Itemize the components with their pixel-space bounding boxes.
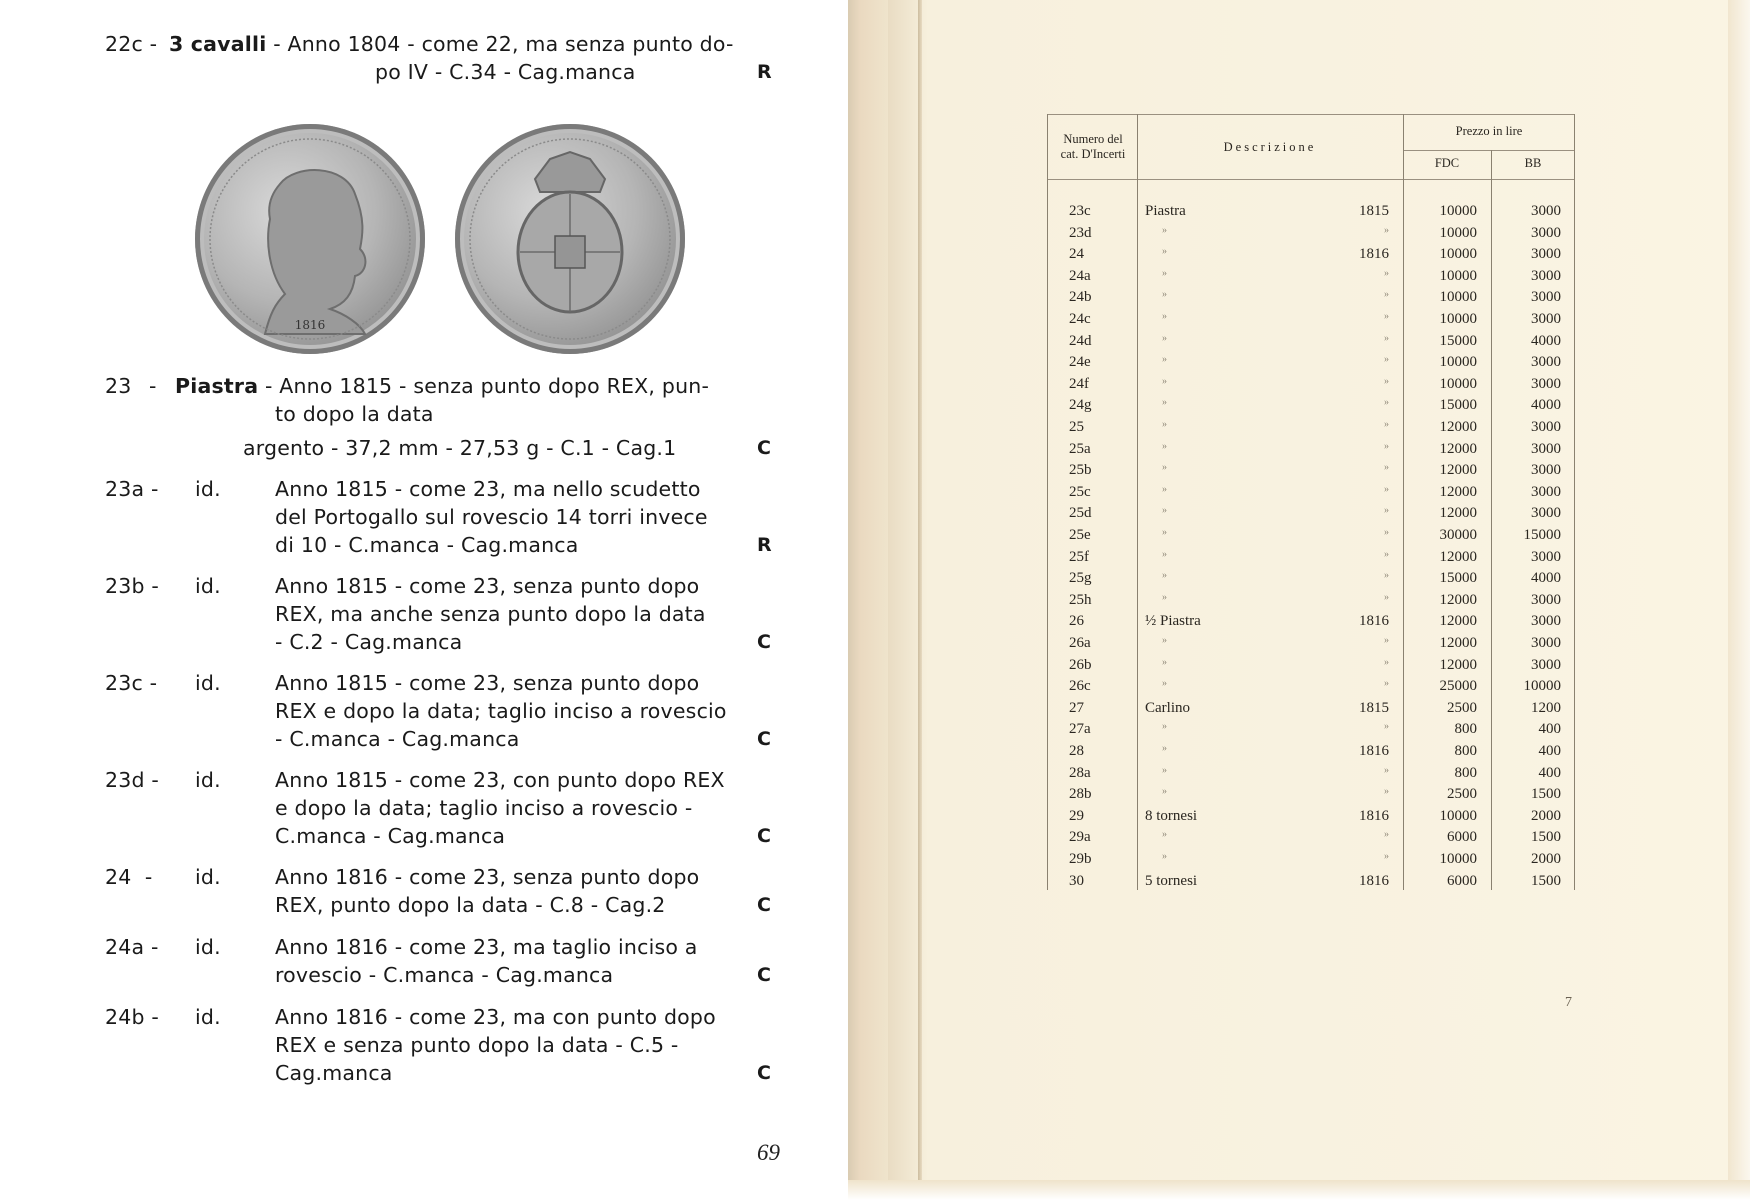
row-coin-name: » bbox=[1162, 678, 1167, 690]
row-coin-name: » bbox=[1162, 591, 1167, 603]
row-catalog-number: 26b bbox=[1069, 656, 1092, 673]
table-row bbox=[1047, 246, 1575, 268]
row-price-fdc: 800 bbox=[1454, 721, 1477, 738]
table-row bbox=[1047, 333, 1575, 355]
row-coin-name: » bbox=[1162, 483, 1167, 495]
entry-number: 23a - bbox=[105, 477, 159, 501]
table-row bbox=[1047, 311, 1575, 333]
row-price-fdc: 15000 bbox=[1439, 570, 1477, 587]
table-row bbox=[1047, 549, 1575, 571]
row-price-bb: 3000 bbox=[1531, 289, 1561, 306]
table-row bbox=[1047, 354, 1575, 376]
entry-description bbox=[275, 766, 825, 850]
entry-desc-line: REX e dopo la data; taglio inciso a rovescio bbox=[275, 699, 727, 723]
row-catalog-number: 24e bbox=[1069, 354, 1091, 371]
row-coin-name: » bbox=[1162, 548, 1167, 560]
row-year: 1816 bbox=[1359, 872, 1389, 889]
row-year: » bbox=[1384, 440, 1389, 452]
row-price-fdc: 10000 bbox=[1439, 311, 1477, 327]
row-year: 1815 bbox=[1359, 699, 1389, 716]
entry-id-ref: id. bbox=[195, 671, 221, 695]
row-year: » bbox=[1384, 311, 1389, 322]
table-row bbox=[1047, 743, 1575, 765]
entry-id-ref: id. bbox=[195, 477, 221, 501]
entry-desc-line: del Portogallo sul rovescio 14 torri invece bbox=[275, 505, 708, 529]
entry-desc-line: - C.2 - Cag.manca bbox=[275, 630, 463, 654]
row-price-fdc: 15000 bbox=[1439, 397, 1477, 414]
row-price-bb: 1500 bbox=[1531, 786, 1561, 803]
coin-portrait-icon bbox=[195, 124, 425, 354]
row-catalog-number: 25a bbox=[1069, 440, 1091, 457]
entry-desc-line: Anno 1815 - come 23, senza punto dopo bbox=[275, 574, 700, 598]
row-year: » bbox=[1384, 375, 1389, 387]
table-row bbox=[1047, 505, 1575, 527]
row-catalog-number: 26 bbox=[1069, 613, 1084, 630]
row-coin-name: » bbox=[1162, 635, 1167, 646]
row-price-fdc: 30000 bbox=[1439, 527, 1477, 543]
coin-name: Piastra bbox=[175, 374, 259, 398]
entry-number: 23d - bbox=[105, 768, 160, 792]
table-row bbox=[1047, 678, 1575, 700]
table-row bbox=[1047, 851, 1575, 873]
table-row bbox=[1047, 268, 1575, 290]
entry-desc-line: REX e senza punto dopo la data - C.5 - bbox=[275, 1033, 679, 1057]
row-catalog-number: 30 bbox=[1069, 872, 1084, 889]
catalog-entry-23c bbox=[105, 669, 805, 753]
row-catalog-number: 25e bbox=[1069, 527, 1091, 543]
row-price-fdc: 10000 bbox=[1439, 246, 1477, 263]
row-price-bb: 400 bbox=[1538, 743, 1561, 759]
rarity-badge: C bbox=[757, 437, 772, 459]
row-year: » bbox=[1384, 786, 1389, 798]
entry-desc-line: Anno 1815 - come 23, ma nello scudetto bbox=[275, 477, 701, 501]
row-price-fdc: 10000 bbox=[1439, 267, 1477, 284]
table-row bbox=[1047, 808, 1575, 830]
entry-desc-line: C.manca - Cag.manca bbox=[275, 824, 506, 848]
row-price-fdc: 12000 bbox=[1439, 656, 1477, 673]
row-price-fdc: 12000 bbox=[1439, 635, 1477, 651]
table-row bbox=[1047, 786, 1575, 808]
row-catalog-number: 28b bbox=[1069, 786, 1092, 803]
row-price-bb: 4000 bbox=[1531, 332, 1561, 349]
header-bb: BB bbox=[1524, 156, 1542, 170]
row-price-fdc: 6000 bbox=[1447, 872, 1477, 889]
rarity-badge: R bbox=[757, 61, 772, 83]
row-price-fdc: 800 bbox=[1454, 764, 1477, 781]
row-coin-name: ½ Piastra bbox=[1145, 613, 1201, 630]
entry-description bbox=[275, 1003, 825, 1087]
row-price-fdc: 12000 bbox=[1439, 462, 1477, 479]
table-row bbox=[1047, 700, 1575, 722]
row-coin-name: » bbox=[1162, 419, 1167, 430]
table-row bbox=[1047, 203, 1575, 225]
rarity-badge: R bbox=[757, 534, 772, 556]
entry-number: 24 - bbox=[105, 865, 153, 889]
row-price-bb: 3000 bbox=[1531, 354, 1561, 371]
row-year: 1816 bbox=[1359, 613, 1389, 630]
row-price-bb: 3000 bbox=[1531, 311, 1561, 327]
table-row bbox=[1047, 441, 1575, 463]
table-row bbox=[1047, 592, 1575, 614]
row-coin-name: » bbox=[1162, 246, 1167, 258]
row-price-fdc: 12000 bbox=[1439, 483, 1477, 500]
row-year: » bbox=[1384, 851, 1389, 862]
row-catalog-number: 24b bbox=[1069, 289, 1092, 306]
row-coin-name: » bbox=[1162, 289, 1167, 301]
page-fold bbox=[918, 0, 922, 1200]
row-coin-name: » bbox=[1162, 332, 1167, 344]
row-year: 1816 bbox=[1359, 246, 1389, 263]
row-price-fdc: 10000 bbox=[1439, 224, 1477, 241]
page-edge-bottom bbox=[848, 1180, 1750, 1200]
row-coin-name: » bbox=[1162, 721, 1167, 733]
row-price-bb: 3000 bbox=[1531, 591, 1561, 608]
row-year: » bbox=[1384, 419, 1389, 430]
row-year: » bbox=[1384, 354, 1389, 366]
row-year: » bbox=[1384, 267, 1389, 279]
row-price-fdc: 800 bbox=[1454, 743, 1477, 759]
row-coin-name: » bbox=[1162, 267, 1167, 279]
entry-heading bbox=[169, 30, 734, 58]
row-catalog-number: 24c bbox=[1069, 311, 1091, 327]
row-year: » bbox=[1384, 764, 1389, 776]
row-price-bb: 3000 bbox=[1531, 419, 1561, 435]
row-coin-name: » bbox=[1162, 743, 1167, 754]
rarity-badge: C bbox=[757, 728, 772, 750]
row-price-fdc: 25000 bbox=[1439, 678, 1477, 695]
row-price-bb: 4000 bbox=[1531, 397, 1561, 414]
row-price-bb: 3000 bbox=[1531, 656, 1561, 673]
row-catalog-number: 24a bbox=[1069, 267, 1091, 284]
rarity-badge: C bbox=[757, 631, 772, 653]
entry-id-ref: id. bbox=[195, 1005, 221, 1029]
row-catalog-number: 25g bbox=[1069, 570, 1092, 587]
row-catalog-number: 25h bbox=[1069, 591, 1092, 608]
table-row bbox=[1047, 462, 1575, 484]
rarity-badge: C bbox=[757, 1062, 772, 1084]
catalog-entry-22c bbox=[105, 30, 805, 90]
entry-desc-line: REX, ma anche senza punto dopo la data bbox=[275, 602, 706, 626]
rarity-badge: C bbox=[757, 825, 772, 847]
row-catalog-number: 26c bbox=[1069, 678, 1091, 695]
table-row bbox=[1047, 721, 1575, 743]
row-catalog-number: 27a bbox=[1069, 721, 1091, 738]
row-coin-name: » bbox=[1162, 311, 1167, 322]
header-description: Descrizione bbox=[1223, 140, 1317, 154]
row-price-bb: 2000 bbox=[1531, 807, 1561, 824]
table-row bbox=[1047, 484, 1575, 506]
row-year: » bbox=[1384, 332, 1389, 344]
row-catalog-number: 24 bbox=[1069, 246, 1084, 263]
catalog-entry-24b bbox=[105, 1003, 805, 1087]
row-price-fdc: 12000 bbox=[1439, 419, 1477, 435]
entry-description bbox=[275, 863, 825, 919]
row-price-bb: 1500 bbox=[1531, 829, 1561, 846]
row-price-fdc: 10000 bbox=[1439, 289, 1477, 306]
table-row bbox=[1047, 289, 1575, 311]
entry-id-ref: id. bbox=[195, 935, 221, 959]
row-price-bb: 3000 bbox=[1531, 203, 1561, 219]
row-catalog-number: 25f bbox=[1069, 548, 1089, 565]
catalog-entry-23b bbox=[105, 572, 805, 656]
row-coin-name: » bbox=[1162, 505, 1167, 517]
row-catalog-number: 25c bbox=[1069, 483, 1091, 500]
entry-heading bbox=[175, 372, 709, 400]
entry-description bbox=[275, 475, 825, 559]
table-row bbox=[1047, 397, 1575, 419]
entry-number: 23b - bbox=[105, 574, 160, 598]
coin-specs: argento - 37,2 mm - 27,53 g - C.1 - Cag.1 bbox=[243, 436, 677, 460]
entry-desc-line: di 10 - C.manca - Cag.manca bbox=[275, 533, 579, 557]
row-year: » bbox=[1384, 570, 1389, 582]
entry-description bbox=[275, 669, 825, 753]
row-coin-name: » bbox=[1162, 764, 1167, 776]
entry-desc-line: REX, punto dopo la data - C.8 - Cag.2 bbox=[275, 893, 666, 917]
row-price-fdc: 12000 bbox=[1439, 505, 1477, 522]
entry-desc-line: Anno 1816 - come 23, ma con punto dopo bbox=[275, 1005, 716, 1029]
price-group-rule bbox=[1403, 150, 1575, 151]
row-price-bb: 3000 bbox=[1531, 246, 1561, 263]
row-year: » bbox=[1384, 678, 1389, 690]
table-row bbox=[1047, 527, 1575, 549]
table-row bbox=[1047, 376, 1575, 398]
row-catalog-number: 25d bbox=[1069, 505, 1092, 522]
row-catalog-number: 24g bbox=[1069, 397, 1092, 414]
row-price-fdc: 10000 bbox=[1439, 203, 1477, 219]
row-price-bb: 3000 bbox=[1531, 635, 1561, 651]
row-catalog-number: 29b bbox=[1069, 851, 1092, 867]
entry-number: 23c - bbox=[105, 671, 158, 695]
coin-name: 3 cavalli bbox=[169, 32, 267, 56]
table-row bbox=[1047, 829, 1575, 851]
row-year: » bbox=[1384, 289, 1389, 301]
row-year: » bbox=[1384, 829, 1389, 841]
header-number-line: cat. D'Incerti bbox=[1060, 147, 1126, 161]
page-number: 7 bbox=[1565, 995, 1572, 1010]
entry-id-ref: id. bbox=[195, 865, 221, 889]
row-coin-name: » bbox=[1162, 851, 1167, 862]
row-coin-name: » bbox=[1162, 354, 1167, 366]
row-coin-name: Carlino bbox=[1145, 699, 1190, 716]
row-price-bb: 4000 bbox=[1531, 570, 1561, 587]
row-price-bb: 400 bbox=[1538, 764, 1561, 781]
row-price-fdc: 2500 bbox=[1447, 786, 1477, 803]
entry-id-ref: id. bbox=[195, 768, 221, 792]
row-coin-name: » bbox=[1162, 375, 1167, 387]
row-price-fdc: 10000 bbox=[1439, 807, 1477, 824]
catalog-entry-23 bbox=[105, 372, 805, 462]
table-row bbox=[1047, 225, 1575, 247]
row-catalog-number: 29a bbox=[1069, 829, 1091, 846]
row-coin-name: 5 tornesi bbox=[1145, 872, 1198, 889]
row-coin-name: » bbox=[1162, 656, 1167, 668]
row-price-bb: 1500 bbox=[1531, 872, 1561, 889]
table-row bbox=[1047, 635, 1575, 657]
row-year: » bbox=[1384, 656, 1389, 668]
row-price-fdc: 12000 bbox=[1439, 591, 1477, 608]
entry-desc-line: rovescio - C.manca - Cag.manca bbox=[275, 963, 614, 987]
row-year: » bbox=[1384, 635, 1389, 646]
row-price-bb: 400 bbox=[1538, 721, 1561, 738]
entry-number: 22c - bbox=[105, 32, 158, 56]
entry-number: 24b - bbox=[105, 1005, 160, 1029]
row-catalog-number: 25 bbox=[1069, 419, 1084, 435]
table-row bbox=[1047, 570, 1575, 592]
entry-desc-line: to dopo la data bbox=[275, 402, 434, 426]
table-row bbox=[1047, 873, 1575, 895]
entry-desc-line: Anno 1815 - come 23, senza punto dopo bbox=[275, 671, 700, 695]
row-coin-name: » bbox=[1162, 462, 1167, 474]
row-price-fdc: 2500 bbox=[1447, 699, 1477, 716]
header-fdc: FDC bbox=[1434, 156, 1460, 170]
row-price-bb: 3000 bbox=[1531, 505, 1561, 522]
row-year: » bbox=[1384, 397, 1389, 409]
row-price-fdc: 12000 bbox=[1439, 548, 1477, 565]
entry-desc-line: - C.manca - Cag.manca bbox=[275, 727, 520, 751]
coin-date: 1816 bbox=[294, 318, 326, 332]
row-price-fdc: 12000 bbox=[1439, 613, 1477, 630]
row-catalog-number: 27 bbox=[1069, 699, 1084, 716]
left-page bbox=[0, 0, 848, 1200]
row-price-fdc: 6000 bbox=[1447, 829, 1477, 846]
row-catalog-number: 24f bbox=[1069, 375, 1089, 392]
row-price-fdc: 10000 bbox=[1439, 375, 1477, 392]
row-price-bb: 10000 bbox=[1523, 678, 1561, 695]
coin-reverse-image bbox=[455, 124, 685, 354]
entry-desc-line: Anno 1815 - come 23, con punto dopo REX bbox=[275, 768, 725, 792]
catalog-entry-24a bbox=[105, 933, 805, 989]
table-row bbox=[1047, 613, 1575, 635]
row-catalog-number: 24d bbox=[1069, 332, 1092, 349]
table-row bbox=[1047, 765, 1575, 787]
row-price-bb: 2000 bbox=[1531, 851, 1561, 867]
catalog-entry-24 bbox=[105, 863, 805, 919]
row-price-fdc: 10000 bbox=[1439, 354, 1477, 371]
row-price-bb: 3000 bbox=[1531, 224, 1561, 241]
coin-obverse-image bbox=[195, 124, 425, 354]
entry-number: 23 bbox=[105, 374, 132, 398]
price-table bbox=[1047, 114, 1575, 890]
row-year: » bbox=[1384, 721, 1389, 733]
row-coin-name: » bbox=[1162, 786, 1167, 798]
row-price-fdc: 15000 bbox=[1439, 332, 1477, 349]
row-catalog-number: 23c bbox=[1069, 203, 1091, 219]
row-price-bb: 1200 bbox=[1531, 699, 1561, 716]
row-price-bb: 3000 bbox=[1531, 267, 1561, 284]
rarity-badge: C bbox=[757, 894, 772, 916]
header-price-group: Prezzo in lire bbox=[1455, 124, 1523, 138]
row-catalog-number: 28a bbox=[1069, 764, 1091, 781]
entry-description bbox=[275, 933, 825, 989]
row-coin-name: » bbox=[1162, 224, 1167, 236]
row-coin-name: » bbox=[1162, 829, 1167, 841]
entry-number: 24a - bbox=[105, 935, 159, 959]
row-coin-name: » bbox=[1162, 397, 1167, 409]
coin-crest-icon bbox=[455, 124, 685, 354]
row-catalog-number: 29 bbox=[1069, 807, 1084, 824]
entry-desc-line: e dopo la data; taglio inciso a rovescio - bbox=[275, 796, 693, 820]
entry-separator: - bbox=[149, 374, 157, 398]
page-number: 69 bbox=[757, 1140, 780, 1165]
row-coin-name: 8 tornesi bbox=[1145, 807, 1198, 824]
row-year: 1816 bbox=[1359, 807, 1389, 824]
entry-desc-line: Anno 1816 - come 23, senza punto dopo bbox=[275, 865, 700, 889]
entry-id-ref: id. bbox=[195, 574, 221, 598]
row-year: » bbox=[1384, 505, 1389, 517]
table-top-rule bbox=[1047, 114, 1575, 115]
catalog-entry-23d bbox=[105, 766, 805, 850]
row-price-bb: 3000 bbox=[1531, 483, 1561, 500]
table-row bbox=[1047, 419, 1575, 441]
row-year: » bbox=[1384, 483, 1389, 495]
row-price-bb: 3000 bbox=[1531, 462, 1561, 479]
row-catalog-number: 28 bbox=[1069, 743, 1084, 759]
row-catalog-number: 26a bbox=[1069, 635, 1091, 651]
rarity-badge: C bbox=[757, 964, 772, 986]
row-coin-name: » bbox=[1162, 570, 1167, 582]
row-year: 1815 bbox=[1359, 203, 1389, 219]
row-catalog-number: 25b bbox=[1069, 462, 1092, 479]
entry-desc-line: po IV - C.34 - Cag.manca bbox=[375, 60, 636, 84]
row-year: » bbox=[1384, 548, 1389, 560]
header-number bbox=[1049, 132, 1137, 162]
row-price-bb: 3000 bbox=[1531, 548, 1561, 565]
row-price-bb: 3000 bbox=[1531, 440, 1561, 457]
row-coin-name: Piastra bbox=[1145, 203, 1186, 219]
row-catalog-number: 23d bbox=[1069, 224, 1092, 241]
page-edge bbox=[1728, 0, 1750, 1200]
row-year: » bbox=[1384, 591, 1389, 603]
row-year: » bbox=[1384, 224, 1389, 236]
entry-desc-line: Cag.manca bbox=[275, 1061, 393, 1085]
row-coin-name: » bbox=[1162, 527, 1167, 538]
row-price-bb: 15000 bbox=[1523, 527, 1561, 543]
row-price-bb: 3000 bbox=[1531, 375, 1561, 392]
entry-desc-line: - Anno 1815 - senza punto dopo REX, pun- bbox=[264, 374, 710, 398]
row-price-fdc: 12000 bbox=[1439, 440, 1477, 457]
row-year: 1816 bbox=[1359, 743, 1389, 759]
entry-desc-line: Anno 1816 - come 23, ma taglio inciso a bbox=[275, 935, 698, 959]
catalog-entry-23a bbox=[105, 475, 805, 559]
row-year: » bbox=[1384, 462, 1389, 474]
row-year: » bbox=[1384, 527, 1389, 538]
table-row bbox=[1047, 657, 1575, 679]
header-bottom-rule bbox=[1047, 179, 1575, 180]
entry-description bbox=[275, 572, 825, 656]
entry-desc-line: - Anno 1804 - come 22, ma senza punto do- bbox=[273, 32, 734, 56]
row-price-bb: 3000 bbox=[1531, 613, 1561, 630]
row-price-fdc: 10000 bbox=[1439, 851, 1477, 867]
header-number-line: Numero del bbox=[1063, 132, 1123, 146]
row-coin-name: » bbox=[1162, 440, 1167, 452]
